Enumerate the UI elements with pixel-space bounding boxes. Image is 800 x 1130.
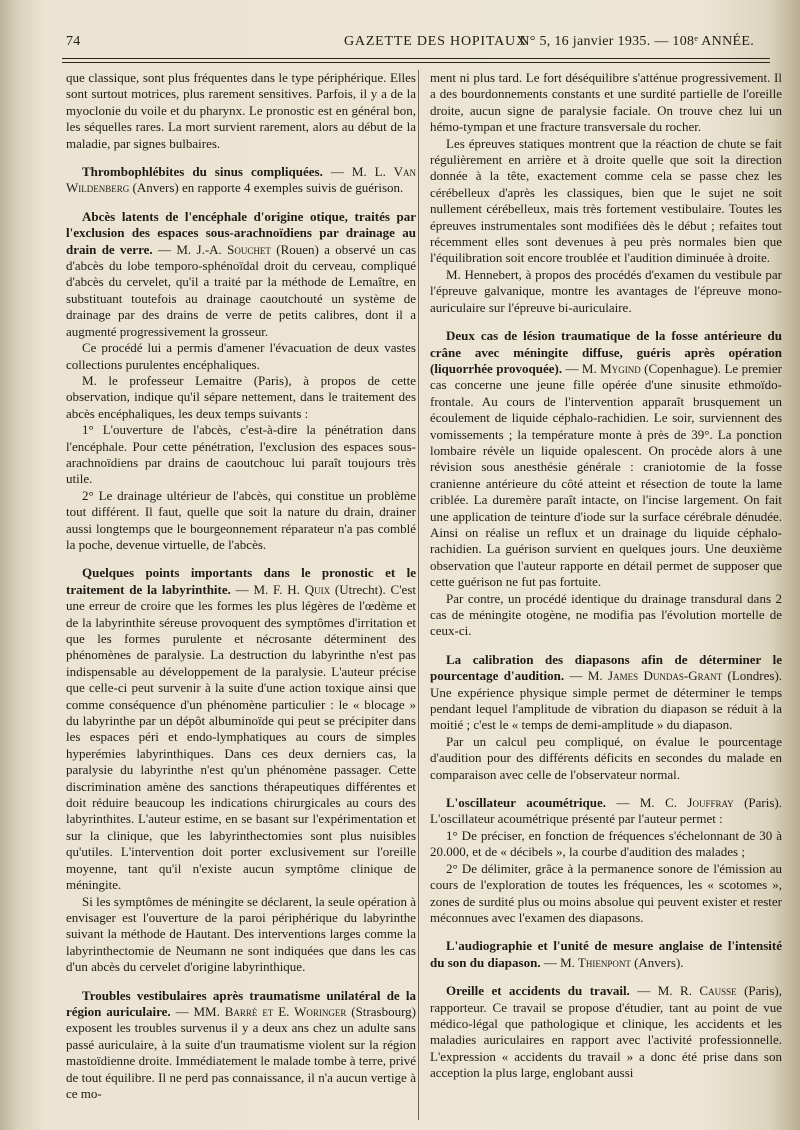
paragraph: 2° De délimiter, grâce à la permanence sonore de l'émission au cours de l'exploration de toutes les fréquences, les « scotomes », zones de surdité plus ou moins absolue qui peuvent exister et rester méconnues avec l'examen des diapasons. — [430, 860, 782, 925]
paragraph: (Paris). L'oscillateur acoumétrique présenté par l'auteur permet : — [430, 795, 782, 827]
paragraph: (Utrecht). C'est une erreur de croire que les formes les plus légères de l'œdème et de la labyrinthite séreuse provoquent des symptômes d'irritation et que les formes purulente et nécrosante déterminent des phénomènes de paralysie. La destruction du labyrinthe n'est pas indispensable au développement de la paralysie. L'auteur précise que celle-ci peut survenir à la suite d'une action toxique ainsi que comme conséquence d'un phénomène particulier : le « blocage » du labyrinthe par un dépôt albuminoïde qui peut se précipiter dans les espaces péri et endo-lymphatiques au cours de simples hyperémies labyrinthiques. Dans ces deux derniers cas, la paralysie du labyrinthe n'est qu'un phénomène passager. Cette discrimination amène des sanctions thérapeutiques différentes et doit réduire beaucoup les indications chirurgicales au cours des labyrinthites. L'auteur estime, en se basant sur l'expérimentation et sur la clinique, que les labyrinthectomies sont plus nuisibles qu'utiles. L'intervention doit porter exclusivement sur l'oreille moyenne, tant qu'il n'existe aucun symptôme clinique de méningite. — [66, 581, 416, 893]
paragraph: M. le professeur Lemaitre (Paris), à propos de cette observation, indique qu'il sépare nettement, dans le traitement des abcès encéphaliques, les deux temps suivants : — [66, 372, 416, 421]
paragraph: Les épreuves statiques montrent que la réaction de chute se fait régulièrement en arrière et à droite quelle que soit la direction donnée à la tête, exactement comme cela se passe chez les cérébelleux d'après les classiques, bien que le sujet ne soit nullement cérébelleux, mais très fortement vestibulaire. Toutes les épreuves instrumentales sont modifiées dès le début ; refaites tout récemment elles sont devenues à peu près normales bien que l'équilibration soit encore troublée et l'audition diminuée à droite. — [430, 135, 782, 266]
right-column — [430, 70, 782, 1120]
section-labyrinthite — [66, 565, 416, 893]
running-header — [62, 34, 762, 52]
paragraph: Ce procédé lui a permis d'amener l'évacuation de deux vastes collections purulentes encéphaliques. — [66, 340, 416, 372]
author: — M. Thienpont — [543, 954, 631, 970]
section-title: Thrombophlébites du sinus compliquées. — [82, 164, 323, 180]
header-rule-thin — [62, 62, 770, 63]
paragraph: 2° Le drainage ultérieur de l'abcès, qui constitue un problème tout différent. Il faut, quelle que soit la nature du drain, drainer aussi longtemps que le bourgeonnement réparateur n'a pas comblé la poche, devenue virtuelle, de l'abcès. — [66, 487, 416, 552]
author: — M. James Dundas-Grant — [569, 668, 723, 684]
paragraph: (Anvers) en rapporte 4 exemples suivis de guérison. — [132, 180, 404, 196]
section-title: Quelques points importants dans le pronostic et le traitement de la labyrinthite. — [66, 565, 416, 597]
paragraph: (Copenhague). Le premier cas concerne une jeune fille opérée d'une sinusite ethmoïdo-frontale. Au cours de l'intervention apparaît brusquement un écoulement de liquide céphalo-rachidien. Le soir, surviennent des vomissements ; la température monte à près de 39°. La ponction lombaire révèle un liquide opalescent. On procède alors à une révision sous anesthésie générale : craniotomie de la fosse cranienne antérieure du côté atteint et résection de toute la lame criblée. La duremère paraît intacte, on l'incise largement. On fait une application de teinture d'iode sur la surface cérébrale dénudée. Ainsi on réalise un reflux et un drainage du liquide céphalo-rachidien. La guérison survient en quelques jours. Une deuxième observation que l'auteur rapporte en détail permet de supposer que cette guérison ne fut pas fortuite. — [430, 360, 782, 590]
section-lesion-traumatique — [430, 328, 782, 591]
section-calibration-diapasons — [430, 652, 782, 734]
section-title: Deux cas de lésion traumatique de la fosse antérieure du crâne avec méningite diffuse, guéris après opération (liquorrhée provoquée). — [430, 328, 782, 376]
author: — M. J.-A. Souchet — [158, 241, 271, 257]
section-thrombophlebites — [66, 164, 416, 197]
paragraph: (Strasbourg) exposent les troubles survenus il y a deux ans chez un adulte sans passé auriculaire, à la suite d'un traumatisme violent sur la région mastoïdienne droite. Immédiatement le malade tombe à terre, privé de tout équilibre. Il ne perd pas connaissance, il n'a aucun vertige à ce mo- — [66, 1003, 416, 1101]
journal-title: GAZETTE DES HOPITAUX — [344, 34, 527, 49]
page-number: 74 — [66, 34, 81, 49]
author: — MM. Barré et E. Woringer — [175, 1003, 347, 1019]
author: — M. F. H. Quix — [235, 581, 331, 597]
header-rule-thick — [62, 58, 770, 59]
issue-info: N° 5, 16 janvier 1935. — 108ᵉ ANNÉE. — [519, 34, 754, 49]
paragraph: Par un calcul peu compliqué, on évalue le pourcentage d'audition pour des différents déficits en secondes du malade en comparaison avec celle de l'observateur normal. — [430, 733, 782, 782]
section-title: L'audiographie et l'unité de mesure anglaise de l'intensité du son du diapason. — [430, 938, 782, 970]
paragraph: (Paris), rapporteur. Ce travail se propose d'étudier, tant au point de vue médico-légal que pathologique et clinique, les accidents et les maladies auriculaires en rapport avec l'activité professionnelle. L'expression « accidents du travail » a donc été prise dans son acception la plus large, englobant aussi — [430, 983, 782, 1081]
section-title: La calibration des diapasons afin de déterminer le pourcentage d'audition. — [430, 651, 782, 684]
column-divider — [418, 70, 419, 1120]
paragraph: ment ni plus tard. Le fort déséquilibre s'atténue progressivement. Il a des bourdonnements constants et une surdité partielle de l'oreille droite, aucun signe de paralysie faciale. On trouve chez lui un hémo-tympan et une fracture transversale du rocher. — [430, 70, 782, 135]
section-accidents-travail — [430, 983, 782, 1081]
section-title: L'oscillateur acoumétrique. — [446, 795, 607, 811]
author: — M. Mygind — [565, 360, 641, 376]
section-audiographie — [430, 938, 782, 971]
author: — M. L. Van Wildenberg — [66, 164, 416, 196]
section-title: Oreille et accidents du travail. — [446, 983, 630, 999]
paragraph: que classique, sont plus fréquentes dans le type périphérique. Elles sont surtout motrices, plus rarement sensitives. Parfois, il y a de la myoclonie du voile et du pharynx. Le pronostic est en général bon, les séquelles rares. La mort survient rarement, alors au début de la maladie, par signes bulbaires. — [66, 70, 416, 151]
paragraph: Si les symptômes de méningite se déclarent, la seule opération à envisager est l'ouverture de la paroi périphérique du labyrinthe suivant la méthode de Hautant. Des interventions larges comme la labyrinthectomie de Neumann ne sont indiquées que dans les cas d'un abcès du cervelet d'origine labyrinthique. — [66, 893, 416, 975]
section-abces-latents — [66, 209, 416, 340]
paragraph: (Rouen) a observé un cas d'abcès du lobe temporo-sphénoïdal droit du cerveau, compliqué d'abcès du cervelet, qu'il a traité par la méthode de Lemaître, en substituant toutefois au drainage caoutchouté un système de drainage par des drains de verre de petits calibres, dont il a augmenté progressivement la grosseur. — [66, 241, 416, 339]
section-troubles-vestibulaires — [66, 988, 416, 1103]
paragraph: M. Hennebert, à propos des procédés d'examen du vestibule par l'épreuve galvanique, montre les avantages de l'épreuve mono-auriculaire sur l'épreuve bi-auriculaire. — [430, 266, 782, 315]
paragraph: (Londres). Une expérience physique simple permet de déterminer le temps pendant lequel l'amplitude de vibration du diapason se réduit à la moitié ; c'est le « temps de demi-amplitude » du diapason. — [430, 668, 782, 733]
paragraph: (Anvers). — [634, 954, 684, 970]
paragraph: 1° De préciser, en fonction de fréquences s'échelonnant de 30 à 20.000, et de « décibels », la courbe d'audition des malades ; — [430, 827, 782, 860]
paragraph: 1° L'ouverture de l'abcès, c'est-à-dire la pénétration dans l'encéphale. Pour cette pénétration, l'exclusion des espaces sous-arachnoïdiens par drains de caoutchouc lui paraît toujours très utile. — [66, 422, 416, 487]
section-oscillateur — [430, 795, 782, 828]
left-column — [66, 70, 416, 1120]
author: — M. R. Causse — [637, 983, 737, 999]
author: — M. C. Jouffray — [616, 795, 734, 811]
paragraph: Par contre, un procédé identique du drainage transdural dans 2 cas de méningite otogène, ne modifia pas l'évolution mortelle de ceux-ci. — [430, 590, 782, 639]
section-title: Troubles vestibulaires après traumatisme unilatéral de la région auriculaire. — [66, 987, 416, 1019]
section-title: Abcès latents de l'encéphale d'origine otique, traités par l'exclusion des espaces sous-arachnoïdiens par drainage au drain de verre. — [66, 208, 416, 257]
